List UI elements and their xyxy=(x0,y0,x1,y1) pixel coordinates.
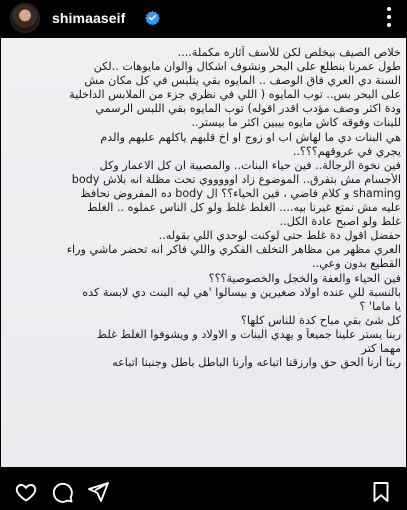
post-line: على البحر بس.. توب المايوه ( اللي في نظري جزء من الملابس الداخلية xyxy=(69,88,401,102)
send-icon[interactable] xyxy=(86,480,110,504)
post-line: طول عمرنا بنطلع على البحر ونشوف اشكال والوان مايوهات ..لكن xyxy=(93,60,401,74)
post-line: عليه مش نمتع غيرنا بيه.... الغلط غلط ولو كل الناس عملوه .. الغلط xyxy=(87,201,401,215)
post-image xyxy=(1,38,406,467)
post-line: فين نخوة الرجالة.. فين حياء البنات.. والمصيبة ان كل الاعمار وكل xyxy=(99,158,401,172)
more-vertical-icon[interactable] xyxy=(385,7,393,27)
bookmark-icon[interactable] xyxy=(369,480,393,504)
post-line: حفضل اقول دة غلط حتى لوكنت لوحدي اللي بقوله.. xyxy=(158,229,401,243)
post-line: العري مظهر من مظاهر التخلف الفكري واللي فاكر انه تحضر ماشي وراء xyxy=(66,243,401,257)
post-line: فين الحياء والعفة والخجل والخصوصية؟؟؟ xyxy=(208,271,401,285)
post-header xyxy=(0,0,407,38)
post-line: ربنا أرنا الحق حق وارزقنا اتباعه وأرنا الباطل باطل وجنبنا اتباعه xyxy=(112,356,401,370)
post-line: مهما كتر xyxy=(361,341,401,355)
post-line: ربنا يستر علينا جميعاً و يهدي البنات و الاولاد و ويشوفوا الغلط غلط xyxy=(96,327,401,341)
heart-icon[interactable] xyxy=(14,480,38,504)
post-text xyxy=(9,46,401,370)
post-line: غلط ولو اصبح عادة الكل.. xyxy=(279,215,401,229)
post-line: يجري في عروقهم؟؟؟.. xyxy=(292,144,401,158)
post-actions xyxy=(0,474,407,510)
post-line: يا ماما' ؟ xyxy=(359,299,401,313)
profile-avatar[interactable] xyxy=(10,3,40,33)
post-line: خلاص الصيف بيخلص لكن للأسف آثاره مكملة.... xyxy=(177,46,401,59)
post-line: هي البنات دي ما لهاش اب او زوج او اخ قلبهم ياكلهم عليهم والدم xyxy=(100,130,401,144)
post-line: shaming و كلام فاضي ، فين الحياء؟؟ ال body ده المفروض نحافظ xyxy=(80,186,401,200)
post-line: للبنات وفوقه كاش مايوه بيبين اكثر ما بيستر.. xyxy=(191,116,401,130)
verified-badge-icon xyxy=(145,10,160,25)
comment-icon[interactable] xyxy=(50,480,74,504)
post-line: الأجسام مش بتفرق.. الموضوع زاد اوووووي تحت مظلة انه بلاش body xyxy=(71,172,401,186)
username-link[interactable]: shimaaseif xyxy=(52,10,126,26)
post-line: بالنسبة للي عنده اولاد صغيرين و بيسالوا 'هي ليه البنت دي لابسة كده xyxy=(82,285,401,299)
post-line: السنة دي العري فاق الوصف .. المايوه بقي يتلبس في كل مكان مش xyxy=(84,74,401,88)
post-line: القطيع بدون وعي.. xyxy=(312,257,401,271)
post-line: كل شئ بقي مباح كدة للناس كلها؟ xyxy=(240,313,401,327)
post-line: ودة اكثر وصف مؤدب اقدر اقوله) توب المايوه بقي اللبس الرسمي xyxy=(95,102,401,116)
